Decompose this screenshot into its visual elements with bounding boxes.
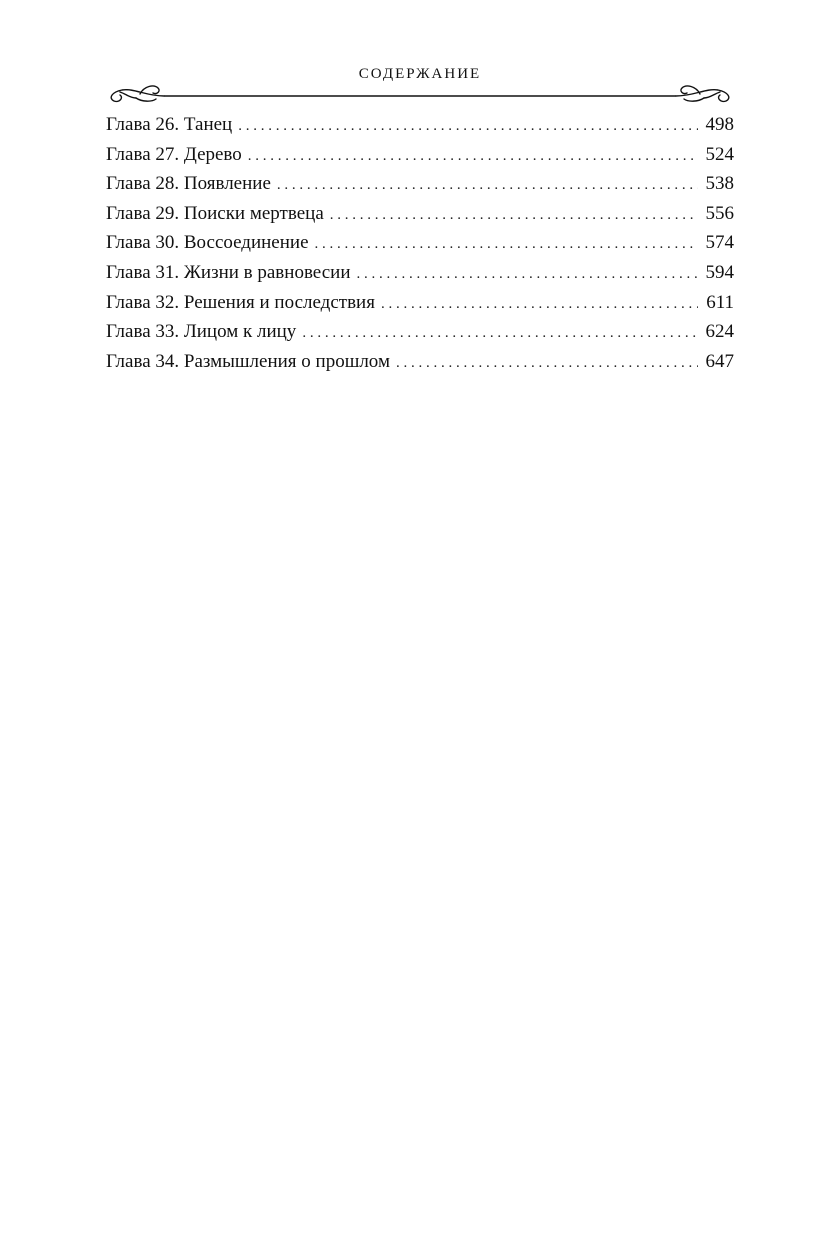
dot-leader <box>302 325 697 342</box>
toc-entry-page: 624 <box>705 321 734 343</box>
toc-entry[interactable] <box>106 321 734 351</box>
toc-entry-title: Глава 32. Решения и последствия <box>106 291 375 313</box>
toc-entry-title: Глава 27. Дерево <box>106 143 242 165</box>
toc-entry[interactable] <box>106 144 734 174</box>
toc-entry-title: Глава 30. Воссоединение <box>106 232 309 254</box>
toc-entry-page: 498 <box>705 114 734 135</box>
toc-entry-title: Глава 33. Лицом к лицу <box>106 321 297 343</box>
toc-entry[interactable] <box>106 203 734 233</box>
header-ornament-rule <box>106 80 734 104</box>
right-flourish-icon <box>676 86 729 101</box>
dot-leader <box>330 207 698 224</box>
dot-leader <box>396 355 698 372</box>
dot-leader <box>357 266 698 283</box>
page-title: СОДЕРЖАНИЕ <box>358 66 482 82</box>
dot-leader <box>315 236 698 253</box>
toc-entry-page: 574 <box>705 232 734 254</box>
toc-entry-title: Глава 29. Поиски мертвеца <box>106 202 324 224</box>
toc-entry-page: 524 <box>705 143 734 165</box>
toc-entry-title: Глава 31. Жизни в равновесии <box>106 261 351 283</box>
toc-entry[interactable] <box>106 114 734 144</box>
toc-entry[interactable] <box>106 292 734 322</box>
dot-leader <box>277 177 698 194</box>
toc-entry[interactable] <box>106 173 734 203</box>
dot-leader <box>238 118 697 135</box>
left-flourish-icon <box>111 86 164 101</box>
toc-entry[interactable] <box>106 262 734 292</box>
toc-entry[interactable] <box>106 351 734 381</box>
toc-entry-page: 647 <box>705 350 734 372</box>
toc-entry-page: 538 <box>705 173 734 195</box>
toc-entry-title: Глава 28. Появление <box>106 173 271 195</box>
table-of-contents <box>106 114 734 380</box>
toc-entry-title: Глава 34. Размышления о прошлом <box>106 350 390 372</box>
toc-entry-page: 611 <box>706 291 734 313</box>
toc-entry-page: 594 <box>705 261 734 283</box>
dot-leader <box>381 296 698 313</box>
toc-entry-title: Глава 26. Танец <box>106 114 233 135</box>
toc-entry[interactable] <box>106 232 734 262</box>
toc-entry-page: 556 <box>705 202 734 224</box>
running-header <box>106 62 734 104</box>
dot-leader <box>248 148 698 165</box>
